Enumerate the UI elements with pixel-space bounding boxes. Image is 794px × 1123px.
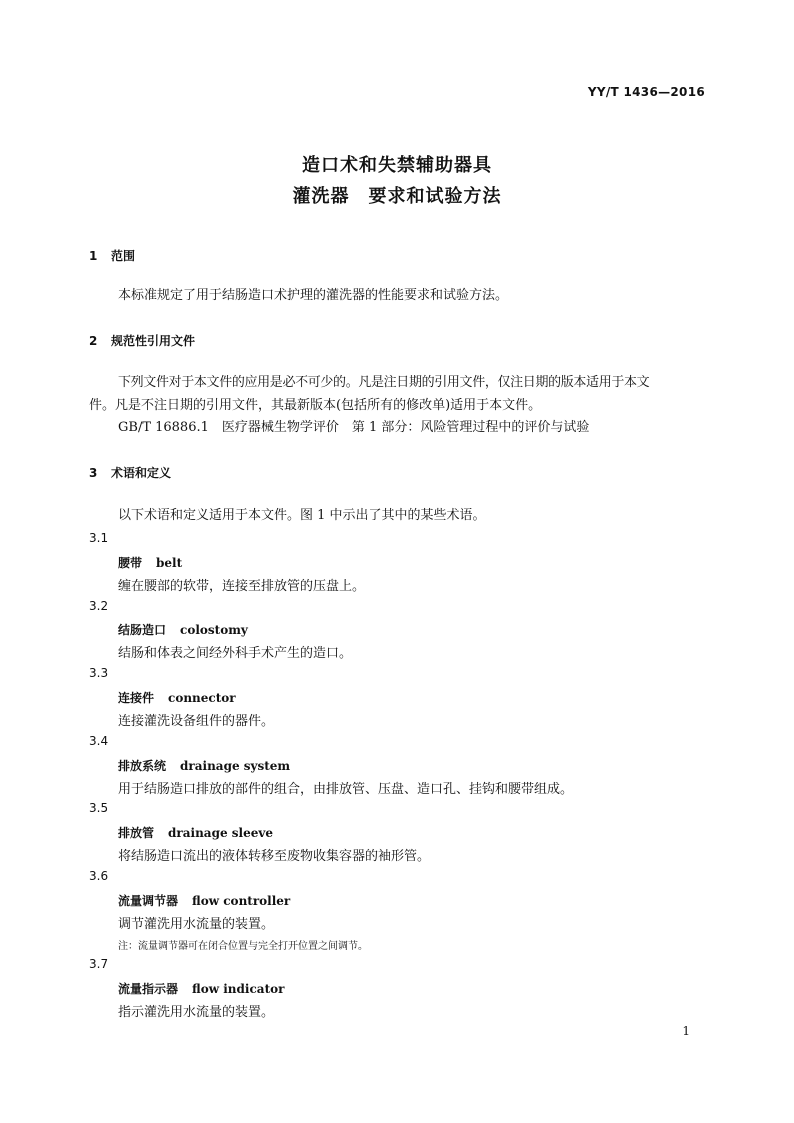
section-1-text: 本标准规定了用于结肠造口术护理的灌洗器的性能要求和试验方法。 bbox=[118, 288, 509, 303]
section-title: 规范性引用文件 bbox=[111, 334, 196, 348]
section-title: 术语和定义 bbox=[111, 466, 172, 480]
term-en: flow indicator bbox=[192, 982, 285, 996]
document-title-line2: 灌洗器 要求和试验方法 bbox=[292, 186, 502, 207]
term-definition: 将结肠造口流出的液体转移至废物收集容器的袖形管。 bbox=[118, 849, 431, 864]
term-number: 3.4 bbox=[89, 734, 109, 748]
term-zh: 流量调节器 bbox=[118, 894, 179, 908]
section-2-heading bbox=[89, 332, 195, 349]
term-zh: 连接件 bbox=[118, 691, 155, 705]
term-title bbox=[118, 554, 182, 571]
section-2-paragraph-line2: 件。凡是不注日期的引用文件，其最新版本(包括所有的修改单)适用于本文件。 bbox=[89, 398, 542, 413]
term-note: 注：流量调节器可在闭合位置与完全打开位置之间调节。 bbox=[118, 941, 368, 952]
normative-reference: GB/T 16886.1 医疗器械生物学评价 第 1 部分：风险管理过程中的评价与试验 bbox=[118, 420, 590, 435]
document-title-line1: 造口术和失禁辅助器具 bbox=[302, 155, 492, 176]
term-definition: 连接灌洗设备组件的器件。 bbox=[118, 714, 275, 729]
term-number: 3.6 bbox=[89, 869, 109, 883]
term-title bbox=[118, 689, 236, 706]
term-zh: 结肠造口 bbox=[118, 623, 167, 637]
term-en: drainage system bbox=[180, 759, 291, 773]
term-zh: 流量指示器 bbox=[118, 982, 179, 996]
section-2-paragraph-line1: 下列文件对于本文件的应用是必不可少的。凡是注日期的引用文件，仅注日期的版本适用于本文 bbox=[118, 375, 650, 390]
section-title: 范围 bbox=[111, 249, 136, 263]
term-number: 3.1 bbox=[89, 531, 109, 545]
section-1-heading bbox=[89, 247, 135, 264]
section-number: 3 bbox=[89, 466, 98, 480]
term-number: 3.3 bbox=[89, 666, 109, 680]
term-title bbox=[118, 980, 284, 997]
term-definition: 指示灌洗用水流量的装置。 bbox=[118, 1005, 275, 1020]
term-number: 3.7 bbox=[89, 957, 109, 971]
section-number: 1 bbox=[89, 249, 98, 263]
term-number: 3.5 bbox=[89, 801, 109, 815]
section-3-heading bbox=[89, 464, 171, 481]
term-title bbox=[118, 621, 248, 638]
term-en: connector bbox=[168, 691, 236, 705]
term-zh: 排放管 bbox=[118, 826, 155, 840]
standard-code: YY/T 1436—2016 bbox=[587, 85, 705, 99]
term-title bbox=[118, 824, 273, 841]
section-number: 2 bbox=[89, 334, 98, 348]
term-en: drainage sleeve bbox=[168, 826, 273, 840]
term-definition: 调节灌洗用水流量的装置。 bbox=[118, 917, 275, 932]
term-en: belt bbox=[156, 556, 183, 570]
term-en: flow controller bbox=[192, 894, 291, 908]
page-number: 1 bbox=[682, 1024, 690, 1038]
term-zh: 腰带 bbox=[118, 556, 143, 570]
term-number: 3.2 bbox=[89, 599, 109, 613]
term-en: colostomy bbox=[180, 623, 248, 637]
term-definition: 结肠和体表之间经外科手术产生的造口。 bbox=[118, 646, 353, 661]
term-title bbox=[118, 892, 290, 909]
term-definition: 缠在腰部的软带，连接至排放管的压盘上。 bbox=[118, 579, 366, 594]
section-3-intro: 以下术语和定义适用于本文件。图 1 中示出了其中的某些术语。 bbox=[118, 508, 486, 523]
term-zh: 排放系统 bbox=[118, 759, 167, 773]
term-definition: 用于结肠造口排放的部件的组合，由排放管、压盘、造口孔、挂钩和腰带组成。 bbox=[118, 782, 574, 797]
term-title bbox=[118, 757, 290, 774]
